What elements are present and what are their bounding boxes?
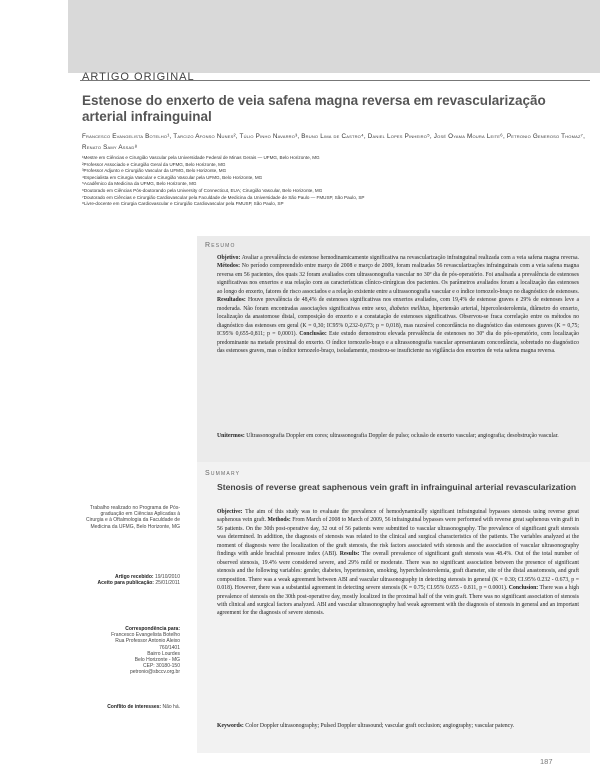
- summary-text: [217, 508, 579, 618]
- correspondence-line: CEP: 30180-150: [143, 663, 180, 670]
- summary-box: [197, 462, 590, 753]
- label-methods: Methods:: [267, 517, 291, 524]
- text-resultados-italic: diabetes mellitus: [389, 305, 430, 312]
- text-objetivo: Avaliar a prevalência de estenose hemodinamicamente significativa na revascularização infrainguinal realizada com a veia safena magna reversa.: [240, 255, 579, 261]
- header-band: [68, 0, 600, 73]
- correspondence-line: 760/1401: [159, 644, 180, 651]
- label-objective: Objective:: [217, 509, 243, 515]
- author-list: Francesco Evangelista Botelho¹, Tarcizo Afonso Nunes², Túlio Pinho Navarro³, Bruno Lima de Castro⁴, Daniel Lopes Pinheiro⁵, José Oyama Moura Leite⁶, Petronio Generoso Thomaz⁷, Renato Samy Assad⁸: [82, 133, 586, 151]
- resumo-heading: Resumo: [205, 242, 236, 249]
- institution-note: Trabalho realizado no Programa de Pós-graduação em Ciências Aplicadas à Cirurgia e à Oftalmologia da Faculdade de Medicina da UFMG, Belo Horizonte, MG: [86, 505, 180, 530]
- label-unitermos: Unitermos:: [217, 433, 245, 439]
- dates-block: [82, 574, 180, 586]
- text-metodos: No período compreendido entre março de 2008 e março de 2009, foram realizadas 56 revascularizações infrainguinais com a veia safena magna reversa em 56 pacientes, dos quais 32 foram avaliados com ultrassonografia vascular no 30º dia de pós-operatório. Foi analisada a prevalência de estenoses significativas nos enxertos e sua relação com as características clínico-cirúrgicas dos pacientes. Os parâmetros avaliados foram a localização das estenoses ao longo do enxerto, fatores de risco associados e a relação existente entre a ultrassonografia vascular e o índice tornozelo-braço no diagnóstico de estenoses.: [217, 263, 579, 295]
- affiliation-item: ⁴Especialista em Cirurgia Vascular e Cirurgião Vascular pela UFMG, Belo Horizonte, MG: [82, 174, 263, 180]
- correspondence-line: Belo Horizonte - MG: [134, 657, 180, 664]
- conflict-value: Não há.: [161, 704, 180, 710]
- accepted-date: 25/01/2011: [153, 580, 180, 587]
- affiliation-item: ³Professor Adjunto e Cirurgião Vascular da UFMG, Belo Horizonte, MG: [82, 168, 227, 174]
- text-methods: From March of 2008 to March of 2009, 56 infrainguinal bypasses were performed with reverse great saphenous vein graft in 56 patients. On the 30th post-operative day, 32 out of 56 patients were submitted to vascular ultrasonography. The prevalence of significant graft stenosis was determined. In addition, the diagnosis of stenosis was related to the clinical and surgical characteristics of the patients. The variables analyzed at the moment of diagnosis were the localization of the graft stenosis, the risk factors associated with stenosis and the association of vascular ultrasonography findings with ankle brachial pressure index (ABI).: [217, 517, 580, 558]
- label-results: Results:: [339, 551, 360, 558]
- correspondence-line: Francesco Evangelista Botelho: [111, 632, 180, 639]
- correspondence-label-text: Correspondência para:: [125, 626, 180, 632]
- text-keywords: Color Doppler ultrasonography; Pulsed Doppler ultrasound; vascular graft occlusion; angiography; vascular patency.: [243, 723, 515, 729]
- summary-heading: Summary: [205, 470, 241, 477]
- label-conclusao: Conclusão:: [299, 331, 327, 338]
- affiliation-item: ¹Mestre em Ciências e Cirurgião Vascular pela Universidade Federal de Minas Gerais — UFMG, Belo Horizonte, MG: [82, 155, 320, 160]
- accepted-line: [82, 580, 180, 586]
- conflict-label: Conflito de interesses:: [107, 704, 162, 710]
- text-results: The overall prevalence of significant graft stenosis was 48.4%. Out of the total number of observed stenosis, 19.4% were considered severe, and 29% mild or moderate. There was no significant association between the presence of significant stenosis and the following variables: gender, diabetes, hypertension, smoking, hypercholesterolemia, graft diameter, site of the distal anastomosis, and graft composition. There was a weak agreement between ABI and vascular ultrasonography in detecting stenosis in general (K = 0.30; CI.95% 0.232 - 0.673, p = 0.018). However, there was a substantial agreement in detecting severe stenosis (K = 0.75; CI.95% 0.655 - 0.811, p = 0.0001).: [217, 551, 579, 592]
- correspondence-line: Rua Professor Antonio Aleixo: [115, 638, 180, 645]
- text-objective: The aim of this study was to evaluate the prevalence of hemodynamically significant infrainguinal bypasses stenosis using reverse great saphenous vein graft.: [217, 509, 579, 524]
- label-metodos: Métodos:: [217, 263, 240, 270]
- summary-keywords: [217, 722, 579, 730]
- correspondence-block: [82, 626, 180, 676]
- text-resultados-b: , hipertensão arterial, hipercolesterolemia, diâmetro do enxerto, localização da anastomose distal, composição do enxerto e a constatação de estenoses significativas. Observou-se fraca correlação entre os métodos no diagnóstico das estenoses em geral (K = 0,30; IC95% 0,232-0,673; p = 0,018), mas razoável concordância no diagnóstico das estenoses graves (K = 0,75; IC95% 0,655-0,811; p = 0,0001).: [217, 305, 579, 338]
- affiliation-item: ⁶Doutorado em Ciências Pós-doutorando pela University of Connecticut, EUA; Cirurgião Vascular, Belo Horizonte, MG: [82, 187, 323, 193]
- text-unitermos: Ultrassonografia Doppler em cores; ultrassonografia Doppler de pulso; oclusão de enxerto vascular; angiografia; desobstrução vascular.: [244, 433, 559, 439]
- section-label: ARTIGO ORIGINAL: [82, 71, 195, 83]
- resumo-text: [217, 254, 579, 355]
- label-keywords: Keywords:: [217, 723, 244, 729]
- label-resultados: Resultados:: [217, 297, 246, 304]
- text-conclusion: There was a high prevalence of stenosis on the 30th post-operative day, mostly localized in the proximal half of the vein graft. There was no significant association of stenosis with clinical and surgical factors analyzed. ABI and vascular ultrasonography had weak agreement with the diagnosis of stenosis in general and an important agreement for the diagnosis of severe stenosis.: [217, 585, 579, 617]
- summary-title: Stenosis of reverse great saphenous vein graft in infrainguinal arterial revascularization: [217, 482, 577, 492]
- correspondence-email[interactable]: petronio@sbccv.org.br: [129, 669, 180, 676]
- text-resultados-a: Houve prevalência de 48,4% de estenoses significativas nos enxertos avaliados, com 19,4% de estenose graves e 29% de estenoses leve a moderada. Não foram encontradas associações significativas entre sexo,: [217, 297, 579, 312]
- label-objetivo: Objetivo:: [217, 255, 241, 261]
- correspondence-line: Bairro Lourdes: [147, 650, 180, 657]
- affiliation-item: ⁷Doutorado em Ciências e Cirurgião Cardiovascular pela Faculdade de Medicina da Universidade de São Paulo — FMUSP, São Paulo, SP: [82, 194, 365, 200]
- affiliation-item: ⁵Acadêmico da Medicina da UFMG, Belo Horizonte, MG: [82, 181, 197, 187]
- resumo-box: [197, 236, 590, 462]
- resumo-keywords: [217, 432, 579, 440]
- affiliation-item: ²Professor Associado e Cirurgião Geral da UFMG, Belo Horizonte, MG: [82, 161, 226, 167]
- received-label: Artigo recebido:: [114, 574, 154, 580]
- affiliation-list: [82, 155, 582, 208]
- label-conclusion: Conclusion:: [508, 585, 539, 592]
- article-title: Estenose do enxerto de veia safena magna reversa em revascularização arterial infrainguinal: [82, 93, 546, 124]
- conflict-line: [82, 704, 180, 710]
- page-number: 187: [540, 757, 553, 766]
- affiliation-item: ⁸Livre-docente em Cirurgia Cardiovascular e Cirurgião Cardiovascular pela FMUSP, São Paulo, SP: [82, 201, 284, 207]
- text-conclusao: Este estudo demonstrou elevada prevalência de estenoses no 30º dia do pós-operatório, com localização predominante na metade proximal do enxerto. O índice tornozelo-braço e a ultrassonografia vascular apresentaram concordância, sobretudo no diagnóstico das estenoses graves, mas o índice tornozelo-braço, isoladamente, mostrou-se insuficiente na vigilância dos enxertos de veia safena magna reversa.: [217, 331, 580, 354]
- accepted-label: Aceito para publicação:: [97, 580, 154, 587]
- received-date: 19/10/2010: [153, 574, 180, 580]
